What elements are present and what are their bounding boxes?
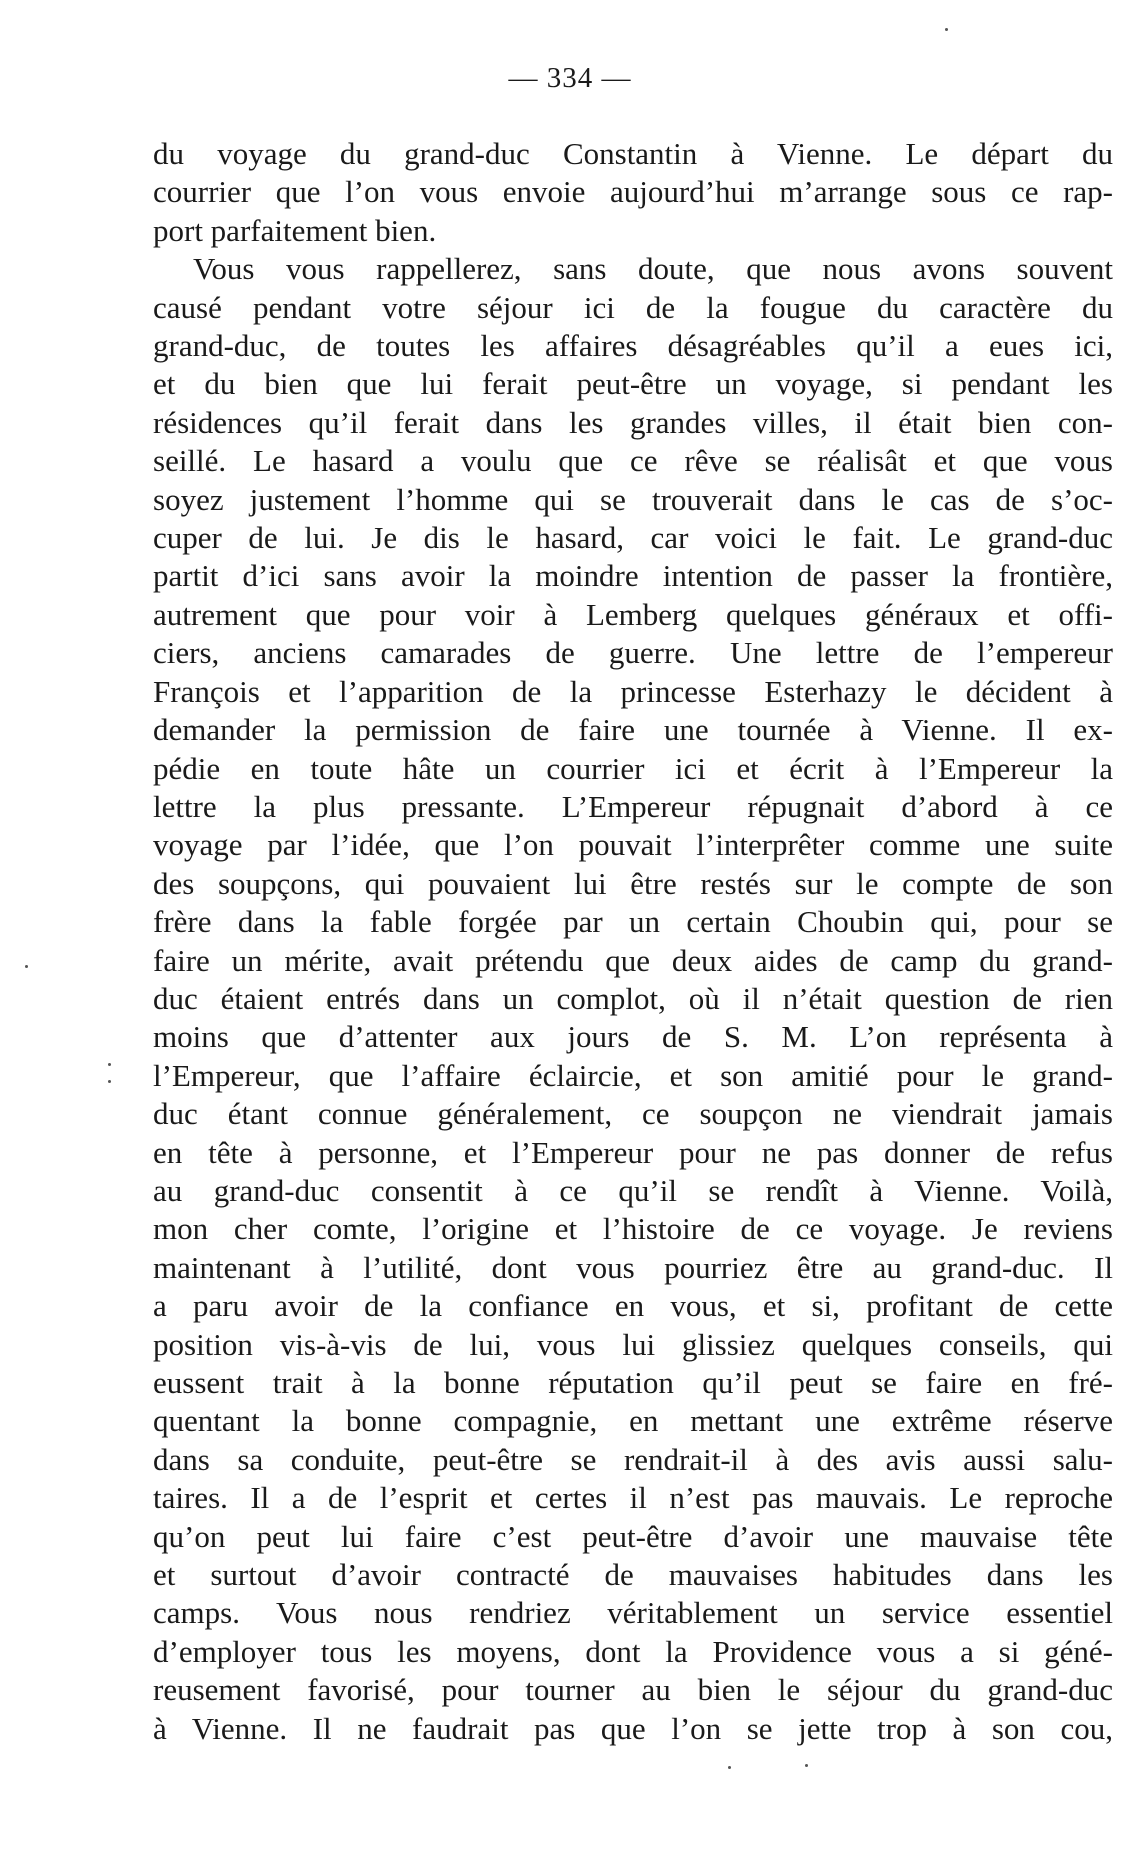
text-line: voyage par l’idée, que l’on pouvait l’interprêter comme une suite [153,827,1113,863]
text-line: cuper de lui. Je dis le hasard, car voici le fait. Le grand-duc [153,520,1113,556]
text-line: port parfaitement bien. [153,212,437,248]
text-line: courrier que l’on vous envoie aujourd’hui m’arrange sous ce rap- [153,174,1113,210]
text-line: camps. Vous nous rendriez véritablement un service essentiel [153,1595,1113,1631]
text-line: seillé. Le hasard a voulu que ce rêve se réalisât et que vous [153,443,1113,479]
text-line: dans sa conduite, peut-être se rendrait-il à des avis aussi salu- [153,1441,1113,1477]
text-line: a paru avoir de la confiance en vous, et si, profitant de cette [153,1288,1113,1324]
text-line: des soupçons, qui pouvaient lui être restés sur le compte de son [153,865,1113,901]
text-line: quentant la bonne compagnie, en mettant une extrême réserve [153,1403,1113,1439]
text-line: demander la permission de faire une tournée à Vienne. Il ex- [153,712,1113,748]
text-line: qu’on peut lui faire c’est peut-être d’avoir une mauvaise tête [153,1518,1113,1554]
scan-speck [805,1764,808,1767]
text-line: résidences qu’il ferait dans les grandes villes, il était bien con- [153,404,1113,440]
text-line: taires. Il a de l’esprit et certes il n’est pas mauvais. Le reproche [153,1480,1113,1516]
text-line: moins que d’attenter aux jours de S. M. L’on représenta à [153,1019,1113,1055]
text-line: soyez justement l’homme qui se trouverait dans le cas de s’oc- [153,481,1113,517]
text-line: lettre la plus pressante. L’Empereur répugnait d’abord à ce [153,788,1113,824]
text-line: mon cher comte, l’origine et l’histoire de ce voyage. Je reviens [153,1211,1113,1247]
text-line: reusement favorisé, pour tourner au bien le séjour du grand-duc [153,1672,1113,1708]
body-text [153,135,1113,1748]
scan-speck [25,965,28,968]
text-line: François et l’apparition de la princesse Esterhazy le décident à [153,673,1113,709]
text-line: du voyage du grand-duc Constantin à Vienne. Le départ du [153,136,1113,171]
text-line: duc étant connue généralement, ce soupçon ne viendrait jamais [153,1096,1113,1132]
scan-speck [945,28,948,31]
text-line: grand-duc, de toutes les affaires désagréables qu’il a eues ici, [153,328,1113,364]
text-line: pédie en toute hâte un courrier ici et écrit à l’Empereur la [153,750,1113,786]
text-line: à Vienne. Il ne faudrait pas que l’on se jette trop à son cou, [153,1710,1113,1746]
text-line: ciers, anciens camarades de guerre. Une lettre de l’empereur [153,635,1113,671]
text-line: au grand-duc consentit à ce qu’il se rendît à Vienne. Voilà, [153,1172,1113,1208]
scan-speck [108,1080,111,1083]
text-line: eussent trait à la bonne réputation qu’il peut se faire en fré- [153,1365,1113,1400]
text-line: frère dans la fable forgée par un certain Choubin qui, pour se [153,904,1113,940]
text-line: et surtout d’avoir contracté de mauvaises habitudes dans les [153,1557,1113,1593]
text-line: Vous vous rappellerez, sans doute, que nous avons souvent [193,251,1113,287]
text-line: autrement que pour voir à Lemberg quelques généraux et offi- [153,596,1113,632]
text-line: causé pendant votre séjour ici de la fougue du caractère du [153,289,1113,325]
scan-speck [728,1766,731,1769]
text-line: duc étaient entrés dans un complot, où il n’était question de rien [153,980,1113,1016]
text-line: faire un mérite, avait prétendu que deux aides de camp du grand- [153,942,1113,978]
text-line: l’Empereur, que l’affaire éclaircie, et son amitié pour le grand- [153,1057,1113,1093]
scan-speck [108,1063,111,1066]
text-line: maintenant à l’utilité, dont vous pourriez être au grand-duc. Il [153,1249,1113,1285]
text-line: et du bien que lui ferait peut-être un voyage, si pendant les [153,366,1113,402]
text-line: position vis-à-vis de lui, vous lui glissiez quelques conseils, qui [153,1326,1113,1362]
text-line: d’employer tous les moyens, dont la Providence vous a si géné- [153,1633,1113,1669]
text-line: partit d’ici sans avoir la moindre intention de passer la frontière, [153,558,1113,594]
text-line: en tête à personne, et l’Empereur pour ne pas donner de refus [153,1134,1113,1170]
page-number: — 334 — [508,62,632,94]
